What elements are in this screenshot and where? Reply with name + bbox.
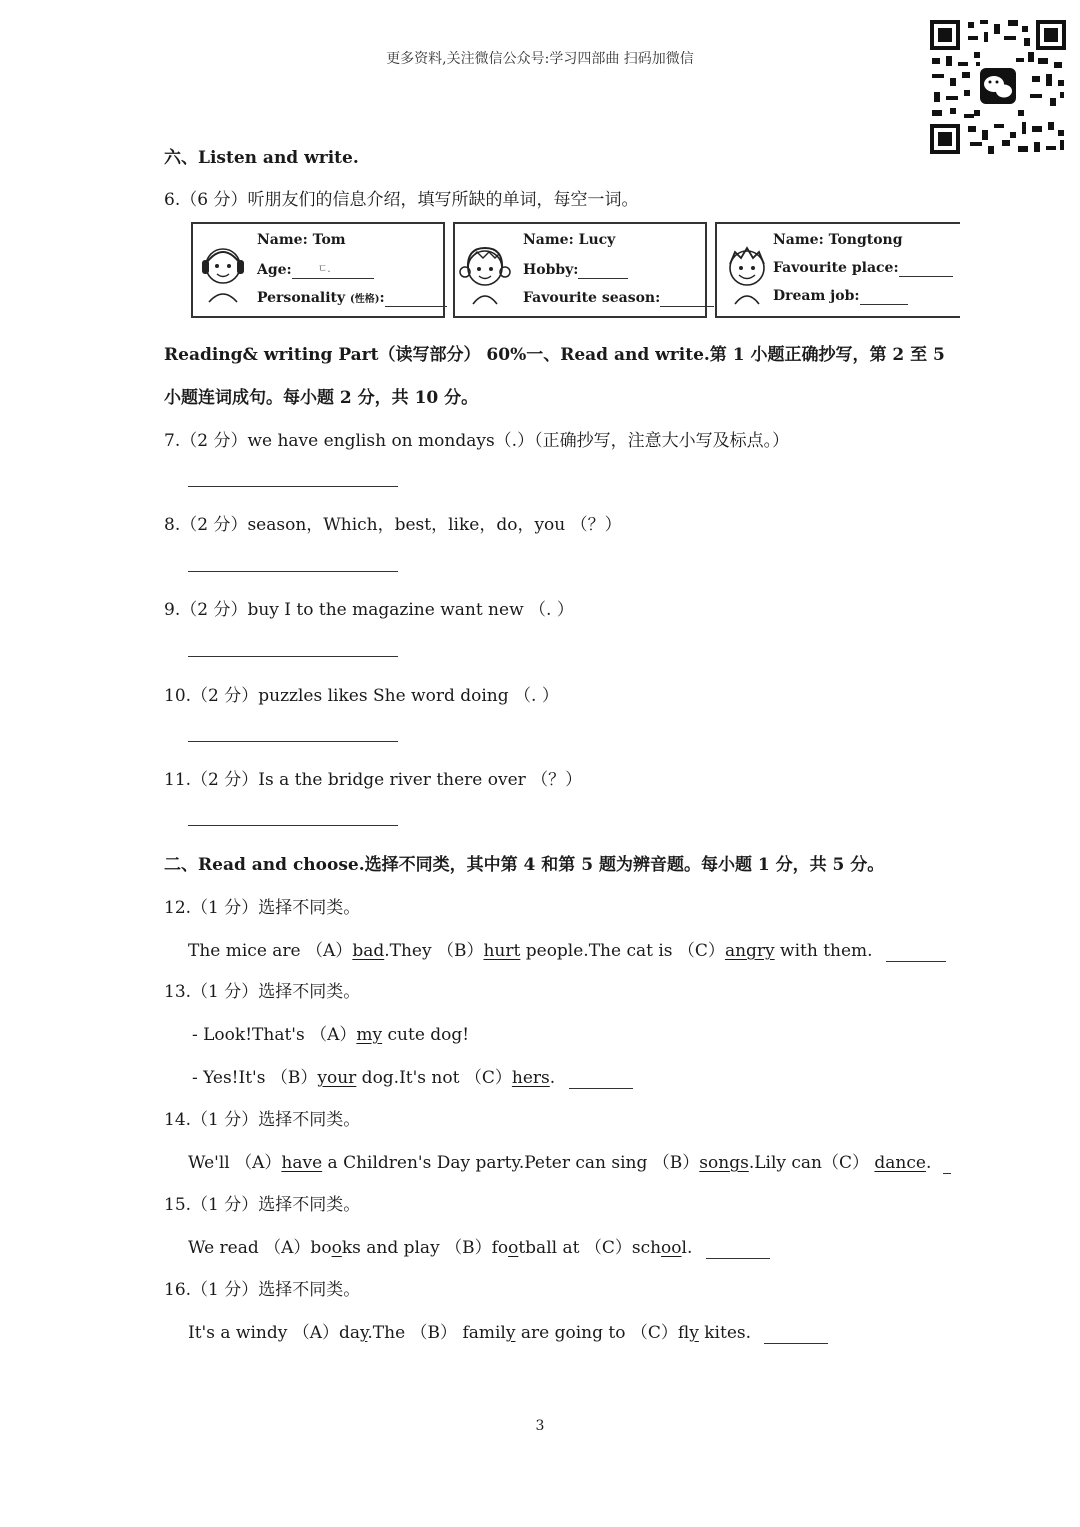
q14-part3: .Lily can（C） (748, 1153, 875, 1173)
card-tom-age (257, 262, 443, 279)
card-tom-personality (257, 290, 443, 307)
q15-part4: l. (681, 1238, 693, 1258)
card-lucy-hobby-blank[interactable] (578, 262, 628, 279)
reading-part-heading-cont: 小题连词成句。每小题 2 分，共 10 分。 (164, 388, 479, 408)
q12-part1: The mice are （A） (188, 941, 353, 961)
girl-icon (457, 238, 513, 310)
question-10: 10.（2 分）puzzles likes She word doing （. ） (164, 686, 559, 706)
card-tongtong-place-label: Favourite place: (773, 260, 899, 276)
q15-answer-blank[interactable] (706, 1238, 770, 1259)
q13-line2-part1: - Yes!It's （B） (192, 1068, 318, 1088)
question-12-sentence (188, 936, 946, 962)
question-13-line2 (192, 1063, 633, 1089)
q13-option-b: your (317, 1068, 357, 1088)
card-tongtong-name: Name: Tongtong (773, 232, 903, 248)
q12-answer-blank[interactable] (886, 941, 946, 962)
q16-part1b: （A）da (287, 1323, 361, 1343)
question-9: 9.（2 分）buy I to the magazine want new （. ） (164, 600, 574, 620)
question-13-stem: 13.（1 分）选择不同类。 (164, 982, 361, 1002)
answer-line-9[interactable] (188, 656, 398, 657)
card-tongtong-job (773, 288, 960, 305)
q16-option-b: y (505, 1323, 516, 1343)
card-lucy-hobby-label: Hobby: (523, 262, 579, 278)
q13-line2-part2: dog.It's not （C） (356, 1068, 512, 1088)
answer-line-10[interactable] (188, 741, 398, 742)
q13-answer-blank[interactable] (569, 1068, 633, 1089)
card-tom-age-label: Age: (257, 262, 292, 278)
section-read-choose-title: 二、Read and choose.选择不同类，其中第 4 和第 5 题为辨音题。每小题 1 分，共 5 分。 (164, 855, 885, 875)
q14-option-b: songs (699, 1153, 749, 1173)
header-note: 更多资料,关注微信公众号:学习四部曲 扫码加微信 (386, 51, 694, 67)
question-15-sentence (188, 1233, 770, 1259)
boy-headphones-icon (195, 238, 251, 310)
card-lucy-hobby (523, 262, 705, 279)
card-lucy-name: Name: Lucy (523, 232, 616, 248)
question-13-line1 (192, 1020, 469, 1045)
boy-icon (719, 238, 775, 310)
q13-line1-part2: cute dog! (382, 1025, 470, 1045)
q14-option-a: have (281, 1153, 323, 1173)
q16-part3: are going to （C）fl (515, 1323, 690, 1343)
q12-option-c: angry (724, 941, 775, 961)
question-8: 8.（2 分）season，Which，best，like，do，you （？） (164, 515, 622, 535)
card-tom-personality-hint: (性格) (350, 294, 380, 305)
answer-line-7[interactable] (188, 486, 398, 487)
page-number: 3 (535, 1418, 545, 1434)
q15-option-c: oo (661, 1238, 682, 1258)
info-card-lucy (453, 222, 707, 318)
question-16-stem: 16.（1 分）选择不同类。 (164, 1280, 361, 1300)
card-tom-personality-label: Personality (257, 290, 346, 306)
card-lucy-season-label: Favourite season: (523, 290, 661, 306)
qr-code-image (928, 18, 1068, 156)
question-11: 11.（2 分）Is a the bridge river there over （？） (164, 770, 583, 790)
q14-part4: . (925, 1153, 932, 1173)
question-15-stem: 15.（1 分）选择不同类。 (164, 1195, 361, 1215)
q15-option-a: o (331, 1238, 342, 1258)
info-card-tom (191, 222, 445, 318)
card-tongtong-job-blank[interactable] (860, 288, 908, 305)
q15-option-b: o (508, 1238, 519, 1258)
q13-option-c: hers (511, 1068, 550, 1088)
q15-part3: tball at （C）sch (518, 1238, 662, 1258)
section-listen-title: 六、Listen and write. (164, 148, 359, 168)
q16-part2: .The （B） famil (367, 1323, 506, 1343)
question-16-sentence (188, 1318, 828, 1344)
card-tom-name: Name: Tom (257, 232, 346, 248)
q16-part4: kites. (698, 1323, 752, 1343)
q15-part2: ks and play （B）fo (341, 1238, 509, 1258)
q14-option-c: dance (874, 1153, 926, 1173)
q14-part2: a Children's Day party.Peter can sing （B） (322, 1153, 700, 1173)
card-tom-age-blank[interactable] (292, 262, 374, 279)
q16-part1: It's a wind (188, 1323, 278, 1343)
question-6: 6.（6 分）听朋友们的信息介绍，填写所缺的单词，每空一词。 (164, 190, 639, 210)
q14-answer-blank[interactable] (943, 1153, 951, 1174)
q12-part3: people.The cat is （C） (520, 941, 725, 961)
answer-line-8[interactable] (188, 571, 398, 572)
info-card-tongtong (715, 222, 960, 318)
answer-line-11[interactable] (188, 825, 398, 826)
card-tom-age-mark: ㄷ. (317, 264, 331, 275)
q12-part4: with them. (774, 941, 873, 961)
q13-line2-part3: . (549, 1068, 556, 1088)
card-tongtong-place-blank[interactable] (899, 260, 953, 277)
q12-part2: .They （B） (384, 941, 484, 961)
card-tom-personality-colon: : (379, 290, 385, 306)
q16-option-c: y (689, 1323, 699, 1343)
card-lucy-season (523, 290, 705, 307)
q16-option-a: y (360, 1323, 368, 1343)
question-14-stem: 14.（1 分）选择不同类。 (164, 1110, 361, 1130)
q12-option-a: bad (352, 941, 385, 961)
card-lucy-season-blank[interactable] (660, 290, 714, 307)
q13-option-a: my (356, 1025, 383, 1045)
q12-option-b: hurt (483, 941, 521, 961)
card-tom-personality-blank[interactable] (385, 290, 447, 307)
card-tongtong-place (773, 260, 960, 277)
q14-part1: We'll （A） (188, 1153, 282, 1173)
card-tongtong-job-label: Dream job: (773, 288, 860, 304)
question-12-stem: 12.（1 分）选择不同类。 (164, 898, 361, 918)
reading-part-heading: Reading& writing Part（读写部分） 60%一、Read and write.第 1 小题正确抄写，第 2 至 5 (164, 345, 945, 365)
q15-part1: We read （A）bo (188, 1238, 332, 1258)
q13-line1-part1: - Look!That's （A） (192, 1025, 357, 1045)
question-7: 7.（2 分）we have english on mondays（.）（正确抄写，注意大小写及标点。） (164, 431, 790, 451)
q16-windy-y: y (277, 1323, 288, 1343)
question-14-sentence (188, 1148, 951, 1174)
q16-answer-blank[interactable] (764, 1323, 828, 1344)
